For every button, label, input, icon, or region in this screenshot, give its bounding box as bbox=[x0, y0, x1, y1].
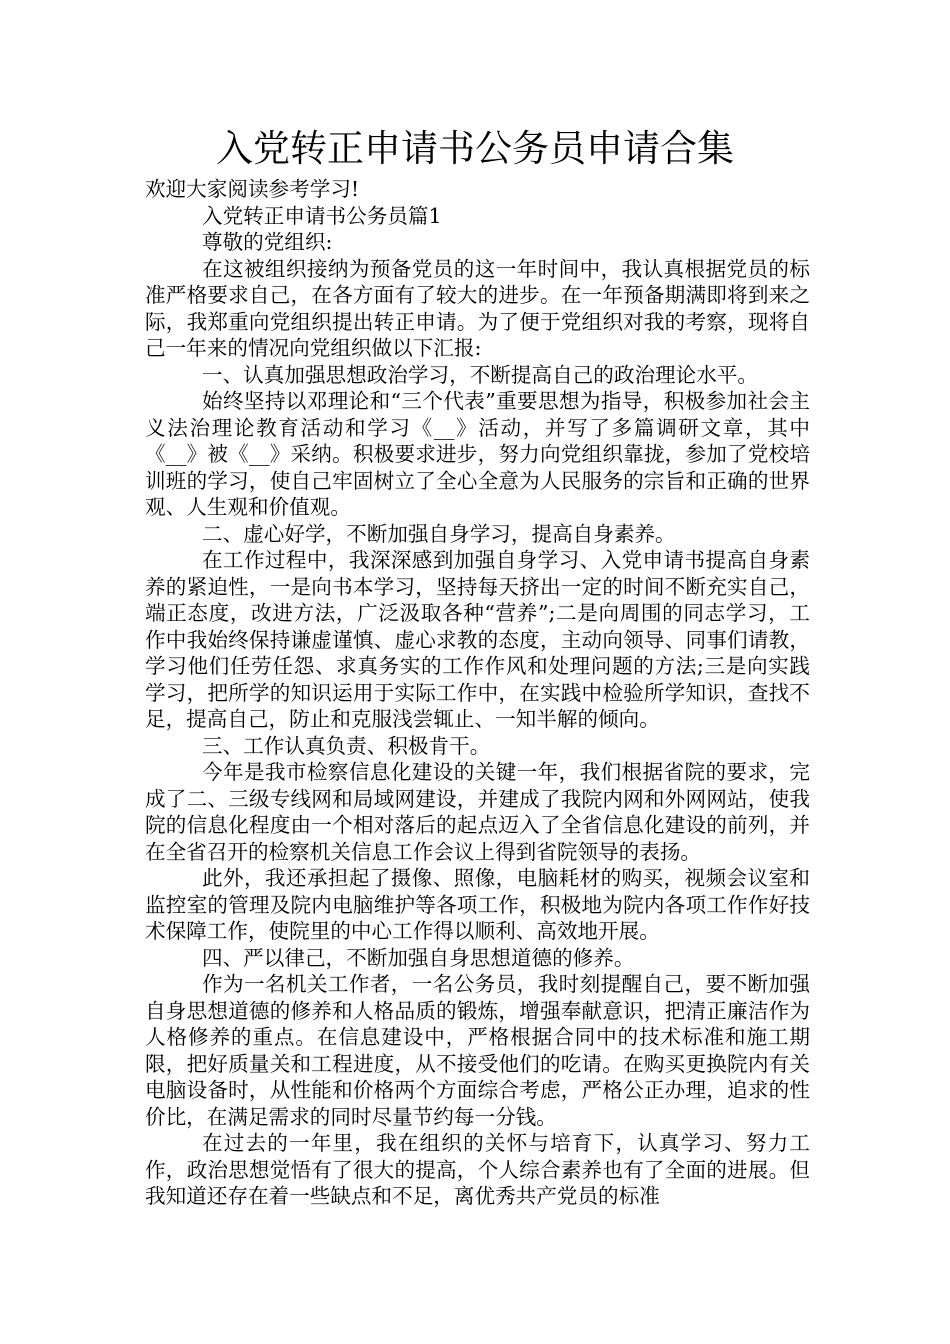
body-paragraph: 在工作过程中，我深深感到加强自身学习、入党申请书提高自身素养的紧迫性，一是向书本学习，坚持每天挤出一定的时间不断充实自己，端正态度，改进方法，广泛汲取各种“营养”;二是向周围的同志学习，工作中我始终保持谦虚谨慎、虚心求教的态度，主动向领导、同事们请教，学习他们任劳任怨、求真务实的工作作风和处理问题的方法;三是向实践学习，把所学的知识运用于实际工作中，在实践中检验所学知识，查找不足，提高自己，防止和克服浅尝辄止、一知半解的倾向。 bbox=[145, 548, 810, 731]
body-paragraph: 在这被组织接纳为预备党员的这一年时间中，我认真根据党员的标准严格要求自己，在各方面有了较大的进步。在一年预备期满即将到来之际，我郑重向党组织提出转正申请。为了便于党组织对我的考察，现将自己一年来的情况向党组织做以下汇报: bbox=[145, 256, 810, 360]
body-paragraph: 在过去的一年里，我在组织的关怀与培育下，认真学习、努力工作，政治思想觉悟有了很大的提高，个人综合素养也有了全面的进展。但我知道还存在着一些缺点和不足，离优秀共产党员的标准 bbox=[145, 1131, 810, 1208]
intro-line: 欢迎大家阅读参考学习! bbox=[145, 177, 360, 201]
body-paragraph: 此外，我还承担起了摄像、照像，电脑耗材的购买，视频会议室和监控室的管理及院内电脑维护等各项工作，积极地为院内各项工作作好技术保障工作，使院里的中心工作得以顺利、高效地开展。 bbox=[145, 866, 810, 943]
point-heading: 三、工作认真负责、积极肯干。 bbox=[202, 733, 491, 758]
point-heading: 二、虚心好学，不断加强自身学习，提高自身素养。 bbox=[202, 521, 676, 546]
body-paragraph: 今年是我市检察信息化建设的关键一年，我们根据省院的要求，完成了二、三级专线网和局域网建设，并建成了我院内网和外网网站，使我院的信息化程度由一个相对落后的起点迈入了全省信息化建设的前列，并在全省召开的检察机关信息工作会议上得到省院领导的表扬。 bbox=[145, 760, 810, 864]
section-heading: 入党转正申请书公务员篇1 bbox=[202, 203, 442, 228]
point-heading: 四、严以律己，不断加强自身思想道德的修养。 bbox=[202, 945, 635, 970]
document-title: 入党转正申请书公务员申请合集 bbox=[216, 127, 734, 170]
document-body bbox=[145, 176, 810, 1210]
salutation: 尊敬的党组织: bbox=[202, 230, 333, 254]
point-heading: 一、认真加强思想政治学习，不断提高自己的政治理论水平。 bbox=[202, 362, 759, 387]
body-paragraph: 始终坚持以邓理论和“三个代表”重要思想为指导，积极参加社会主义法治理论教育活动和学习《__》活动，并写了多篇调研文章，其中《__》被《__》采纳。积极要求进步，努力向党组织靠拢，参加了党校培训班的学习，使自己牢固树立了全心全意为人民服务的宗旨和正确的世界观、人生观和价值观。 bbox=[145, 389, 810, 519]
body-paragraph: 作为一名机关工作者，一名公务员，我时刻提醒自己，要不断加强自身思想道德的修养和人格品质的锻炼，增强奉献意识，把清正廉洁作为人格修养的重点。在信息建设中，严格根据合同中的技术标准和施工期限，把好质量关和工程进度，从不接受他们的吃请。在购买更换院内有关电脑设备时，从性能和价格两个方面综合考虑，严格公正办理，追求的性价比，在满足需求的同时尽量节约每一分钱。 bbox=[145, 972, 810, 1129]
